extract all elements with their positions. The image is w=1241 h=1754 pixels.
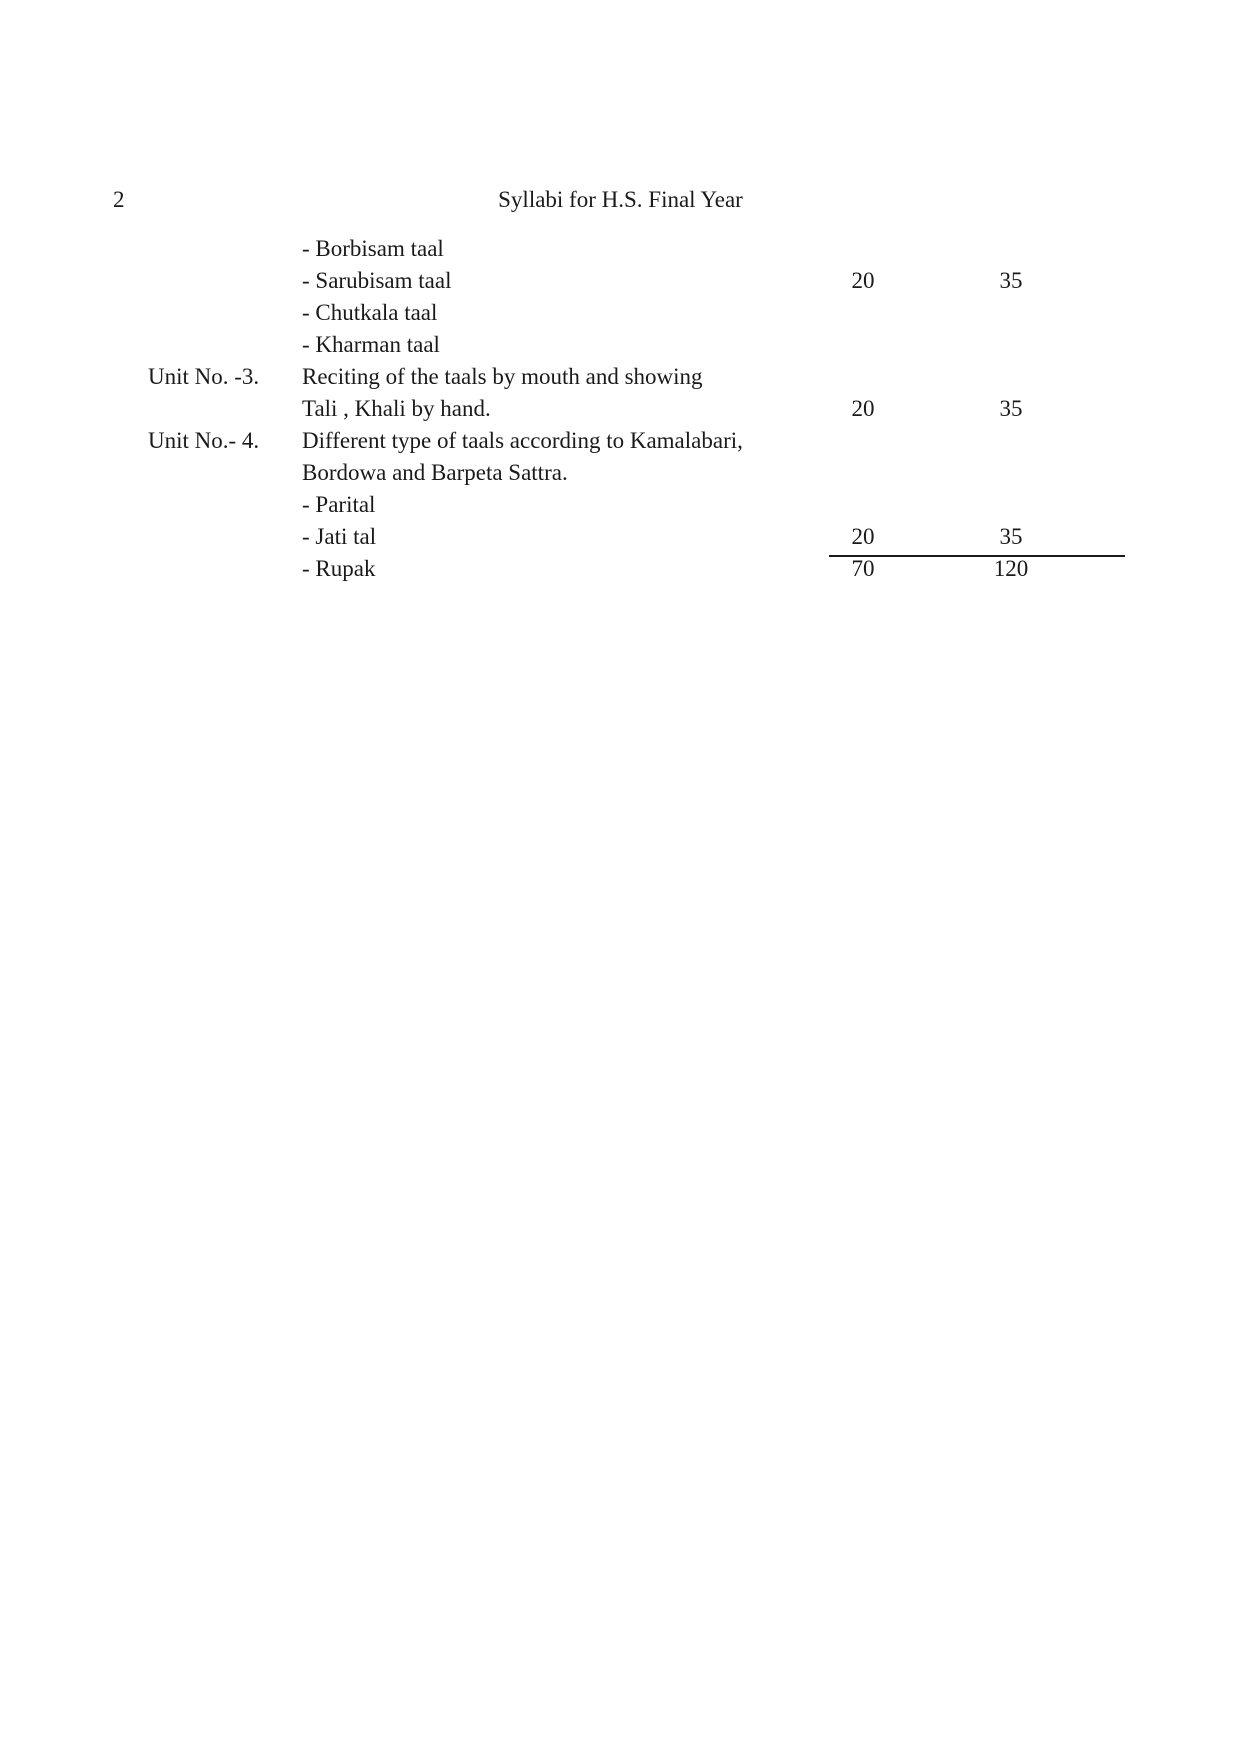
marks-col-a: 20 bbox=[851, 396, 875, 421]
row-text: - Chutkala taal bbox=[302, 300, 438, 325]
marks-col-a: 20 bbox=[851, 524, 875, 549]
table-row bbox=[0, 521, 1241, 553]
table-row bbox=[0, 233, 1241, 265]
unit-label: Unit No. -3. bbox=[148, 364, 260, 389]
row-text: Tali , Khali by hand. bbox=[302, 396, 491, 421]
marks-col-b: 35 bbox=[999, 268, 1023, 293]
marks-col-b: 35 bbox=[999, 524, 1023, 549]
row-text: - Rupak bbox=[302, 556, 376, 581]
row-text: - Jati tal bbox=[302, 524, 377, 549]
total-col-b: 120 bbox=[993, 556, 1029, 581]
table-row bbox=[0, 393, 1241, 425]
page-number: 2 bbox=[113, 187, 125, 212]
row-text: Reciting of the taals by mouth and showing bbox=[302, 364, 703, 389]
total-row bbox=[0, 553, 1241, 585]
unit-label: Unit No.- 4. bbox=[148, 428, 260, 453]
table-row bbox=[0, 297, 1241, 329]
running-title-text: Syllabi for H.S. Final Year bbox=[498, 187, 743, 212]
table-row bbox=[0, 265, 1241, 297]
row-text: Different type of taals according to Kamalabari, bbox=[302, 428, 743, 453]
table-row bbox=[0, 489, 1241, 521]
table-row bbox=[0, 329, 1241, 361]
row-text: - Kharman taal bbox=[302, 332, 440, 357]
marks-col-a: 20 bbox=[851, 268, 875, 293]
row-text: - Borbisam taal bbox=[302, 236, 444, 261]
row-text: - Sarubisam taal bbox=[302, 268, 452, 293]
table-row bbox=[0, 457, 1241, 489]
table-row bbox=[0, 361, 1241, 393]
running-title bbox=[0, 186, 1241, 214]
table-row bbox=[0, 425, 1241, 457]
row-text: Bordowa and Barpeta Sattra. bbox=[302, 460, 568, 485]
row-text: - Parital bbox=[302, 492, 376, 517]
marks-col-b: 35 bbox=[999, 396, 1023, 421]
total-col-a: 70 bbox=[851, 556, 875, 581]
